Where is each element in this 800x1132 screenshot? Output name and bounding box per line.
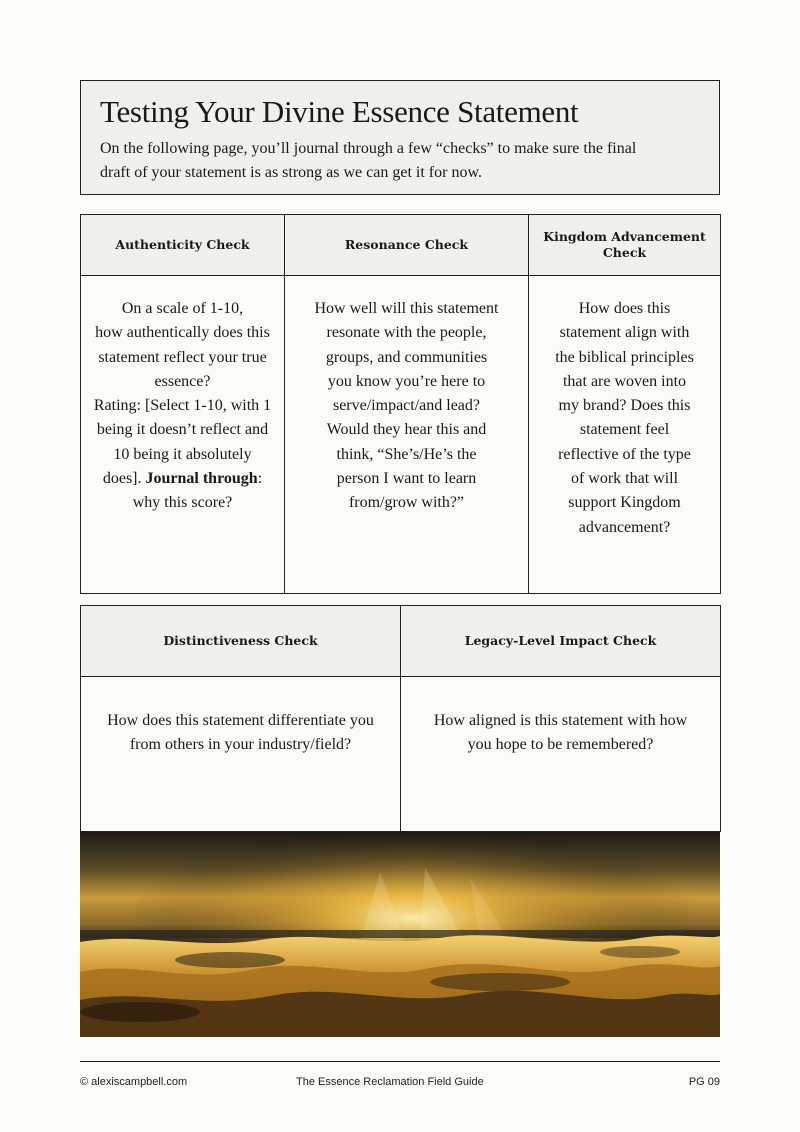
resonance-check-body: [285, 276, 529, 594]
intro-text: [100, 137, 700, 185]
sunrise-clouds-photo: [80, 832, 720, 1037]
text-line: How does this: [578, 300, 671, 317]
checks-table-1: [80, 214, 721, 594]
text-line: from others in your industry/field?: [129, 736, 352, 754]
text-line: essence?: [154, 372, 211, 390]
text-line: being it doesn’t reflect and: [96, 421, 269, 439]
footer-divider: [80, 1061, 720, 1062]
kingdom-advancement-check-body: [529, 276, 721, 594]
text-line: of work that will: [570, 470, 679, 488]
footer-page-number: PG 09: [688, 1076, 720, 1088]
text-line: from/grow with?”: [348, 494, 465, 512]
footer-copyright: © alexiscampbell.com: [80, 1076, 188, 1088]
text-line: statement feel: [579, 421, 670, 439]
kingdom-advancement-check-heading: [529, 215, 721, 276]
text-line: that are woven into: [562, 372, 687, 390]
text-line: statement align with: [559, 324, 690, 342]
text-line: reflective of the type: [558, 445, 691, 463]
distinctiveness-check-heading: Distinctiveness Check: [81, 606, 401, 677]
text-line: the biblical principles: [555, 348, 694, 366]
text-line: resonate with the people,: [326, 324, 487, 342]
header-box: [80, 80, 720, 195]
distinctiveness-check-body: [81, 677, 401, 832]
text-line: serve/impact/and lead?: [332, 397, 481, 415]
text-line: you hope to be remembered?: [467, 736, 654, 754]
text-line: person I want to learn: [336, 470, 477, 488]
text-line: you know you’re here to: [327, 372, 486, 390]
text-line: how authentically does this: [95, 324, 270, 342]
text-line: advancement?: [578, 518, 671, 536]
authenticity-check-heading: Authenticity Check: [81, 215, 285, 276]
kingdom-heading-text: Kingdom Advancement Check: [543, 229, 706, 260]
text-line: Rating: [Select 1-10, with 1: [93, 397, 272, 415]
intro-line-2: draft of your statement is as strong as we can get it for now.: [100, 164, 482, 181]
text-line: 10 being it absolutely: [113, 445, 252, 463]
page-title: Testing Your Divine Essence Statement: [100, 94, 579, 129]
journal-through-emphasis: Journal through: [145, 470, 258, 488]
text-line: How does this statement differentiate you: [107, 712, 374, 729]
text-line: support Kingdom: [568, 494, 681, 512]
text-line: my brand? Does this: [558, 397, 691, 415]
text-line: why this score?: [132, 494, 233, 512]
footer-guide-title: The Essence Reclamation Field Guide: [296, 1076, 484, 1088]
checks-table-2: [80, 605, 721, 832]
text-line: Would they hear this and: [326, 421, 487, 439]
text-line: :: [257, 470, 263, 488]
sunrise-clouds-image: [80, 832, 720, 1037]
text-line: statement reflect your true: [98, 348, 267, 366]
text-line: How well will this statement: [314, 300, 499, 317]
authenticity-check-body: [81, 276, 285, 594]
legacy-impact-check-heading: Legacy-Level Impact Check: [401, 606, 721, 677]
text-line: How aligned is this statement with how: [433, 712, 688, 729]
resonance-check-heading: Resonance Check: [285, 215, 529, 276]
text-line: think, “She’s/He’s the: [336, 445, 477, 463]
intro-line-1: On the following page, you’ll journal through a few “checks” to make sure the final: [100, 140, 637, 157]
text-line: groups, and communities: [325, 348, 488, 366]
text-line: does].: [102, 470, 146, 488]
legacy-impact-check-body: [401, 677, 721, 832]
text-line: On a scale of 1-10,: [121, 300, 244, 317]
